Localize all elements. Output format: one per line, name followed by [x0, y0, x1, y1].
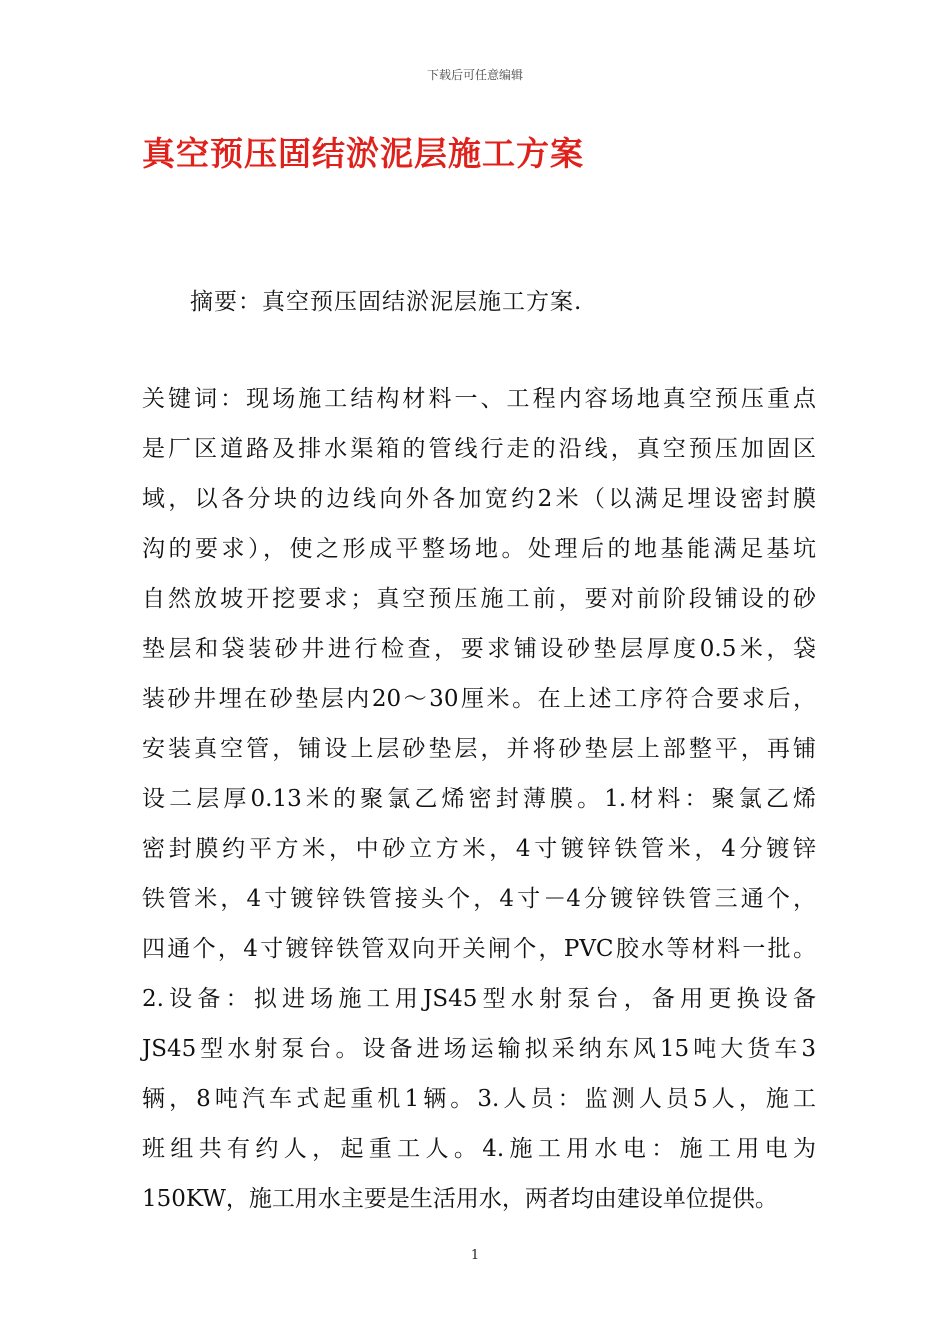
body-line: 自然放坡开挖要求；真空预压施工前，要对前阶段铺设的砂 [142, 586, 816, 612]
body-line: 2.设备：拟进场施工用JS45型水射泵台，备用更换设备 [142, 986, 816, 1012]
body-line: 密封膜约平方米，中砂立方米，4寸镀锌铁管米，4分镀锌 [142, 836, 816, 862]
body-line: 垫层和袋装砂井进行检查，要求铺设砂垫层厚度0.5米，袋 [142, 636, 816, 662]
body-line: 装砂井埋在砂垫层内20～30厘米。在上述工序符合要求后， [142, 686, 816, 712]
body-line: 设二层厚0.13米的聚氯乙烯密封薄膜。1.材料：聚氯乙烯 [142, 786, 816, 812]
body-line: JS45型水射泵台。设备进场运输拟采纳东风15吨大货车3 [142, 1036, 816, 1062]
body-line: 域，以各分块的边线向外各加宽约2米（以满足埋设密封膜 [142, 486, 816, 512]
body-line: 四通个，4寸镀锌铁管双向开关闸个，PVC胶水等材料一批。 [142, 936, 816, 962]
body-paragraph [142, 374, 816, 1224]
body-line: 辆，8吨汽车式起重机1辆。3.人员：监测人员5人，施工 [142, 1086, 816, 1112]
body-line: 150KW，施工用水主要是生活用水，两者均由建设单位提供。 [142, 1186, 778, 1212]
body-line: 沟的要求），使之形成平整场地。处理后的地基能满足基坑 [142, 536, 816, 562]
document-title: 真空预压固结淤泥层施工方案 [142, 134, 584, 173]
page-number: 1 [470, 1248, 480, 1263]
body-line: 铁管米，4寸镀锌铁管接头个，4寸－4分镀锌铁管三通个， [142, 886, 816, 912]
body-line: 是厂区道路及排水渠箱的管线行走的沿线，真空预压加固区 [142, 436, 816, 462]
abstract-paragraph: 摘要：真空预压固结淤泥层施工方案. [190, 289, 583, 315]
body-line: 安装真空管，铺设上层砂垫层，并将砂垫层上部整平，再铺 [142, 736, 816, 762]
header-note: 下载后可任意编辑 [426, 68, 523, 82]
body-line: 班组共有约人，起重工人。4.施工用水电：施工用电为 [142, 1136, 816, 1162]
body-line: 关键词：现场施工结构材料一、工程内容场地真空预压重点 [142, 386, 816, 412]
